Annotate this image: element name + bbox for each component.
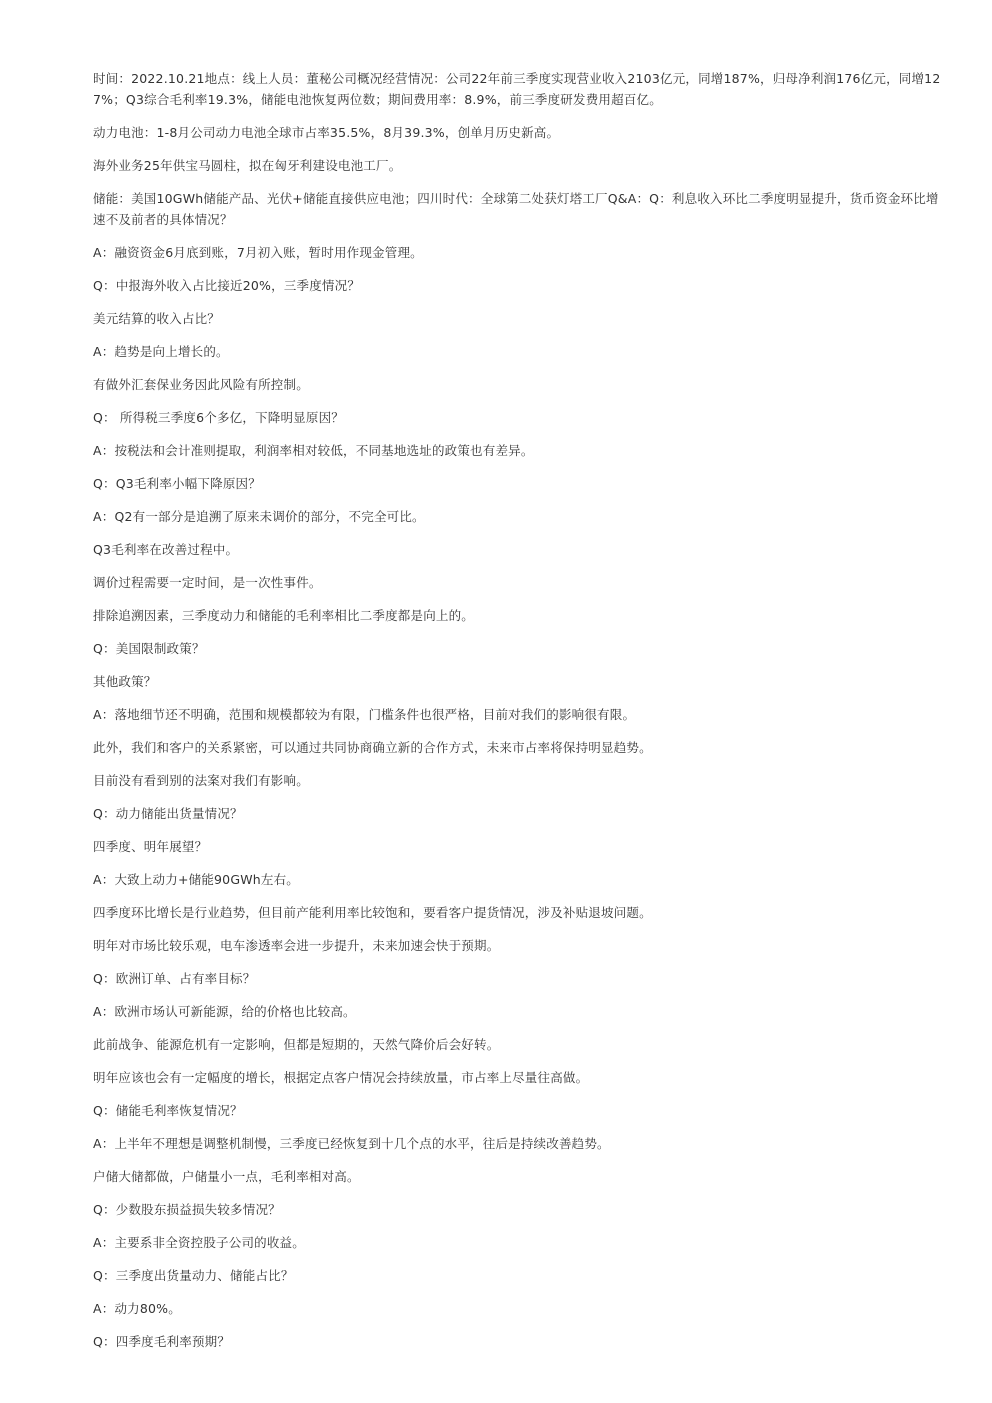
paragraph: Q：四季度毛利率预期？ bbox=[93, 1334, 231, 1349]
paragraph: 美元结算的收入占比？ bbox=[93, 311, 221, 326]
paragraph: A：融资资金6月底到账，7月初入账，暂时用作现金管理。 bbox=[93, 245, 423, 260]
paragraph: A：欧洲市场认可新能源，给的价格也比较高。 bbox=[93, 1004, 356, 1019]
paragraph: Q：美国限制政策？ bbox=[93, 641, 205, 656]
paragraph: Q3毛利率在改善过程中。 bbox=[93, 542, 239, 557]
paragraph: 调价过程需要一定时间，是一次性事件。 bbox=[93, 575, 322, 590]
paragraph: 户储大储都做，户储量小一点，毛利率相对高。 bbox=[93, 1169, 360, 1184]
paragraph: A：Q2有一部分是追溯了原来未调价的部分，不完全可比。 bbox=[93, 509, 425, 524]
paragraph: Q：欧洲订单、占有率目标？ bbox=[93, 971, 256, 986]
paragraph: A：落地细节还不明确，范围和规模都较为有限，门槛条件也很严格，目前对我们的影响很有限。 bbox=[93, 707, 636, 722]
paragraph: Q：中报海外收入占比接近20%，三季度情况？ bbox=[93, 278, 361, 293]
document-page bbox=[93, 68, 943, 1364]
paragraph: Q：储能毛利率恢复情况？ bbox=[93, 1103, 243, 1118]
paragraph: A：趋势是向上增长的。 bbox=[93, 344, 229, 359]
paragraph: 排除追溯因素，三季度动力和储能的毛利率相比二季度都是向上的。 bbox=[93, 608, 475, 623]
paragraph: Q：三季度出货量动力、储能占比？ bbox=[93, 1268, 294, 1283]
paragraph: 明年应该也会有一定幅度的增长，根据定点客户情况会持续放量，市占率上尽量往高做。 bbox=[93, 1070, 589, 1085]
paragraph: 目前没有看到别的法案对我们有影响。 bbox=[93, 773, 309, 788]
paragraph: A：按税法和会计准则提取，利润率相对较低，不同基地选址的政策也有差异。 bbox=[93, 443, 534, 458]
paragraph: 此外，我们和客户的关系紧密，可以通过共同协商确立新的合作方式，未来市占率将保持明显趋势。 bbox=[93, 740, 652, 755]
paragraph: A：上半年不理想是调整机制慢，三季度已经恢复到十几个点的水平，往后是持续改善趋势。 bbox=[93, 1136, 610, 1151]
paragraph: 动力电池：1-8月公司动力电池全球市占率35.5%，8月39.3%，创单月历史新高。 bbox=[93, 125, 560, 140]
paragraph: 此前战争、能源危机有一定影响，但都是短期的，天然气降价后会好转。 bbox=[93, 1037, 500, 1052]
paragraph: 时间：2022.10.21地点：线上人员：董秘公司概况经营情况：公司22年前三季度实现营业收入2103亿元，同增187%，归母净利润176亿元，同增127%；Q3综合毛利率19.3%，储能电池恢复两位数；期间费用率：8.9%，前三季度研发费用超百亿。 bbox=[93, 71, 941, 107]
paragraph: 有做外汇套保业务因此风险有所控制。 bbox=[93, 377, 309, 392]
paragraph: 明年对市场比较乐观，电车渗透率会进一步提升，未来加速会快于预期。 bbox=[93, 938, 500, 953]
paragraph: Q：少数股东损益损失较多情况？ bbox=[93, 1202, 281, 1217]
paragraph: A：大致上动力+储能90GWh左右。 bbox=[93, 872, 299, 887]
paragraph: A：主要系非全资控股子公司的收益。 bbox=[93, 1235, 305, 1250]
paragraph: Q： 所得税三季度6个多亿，下降明显原因？ bbox=[93, 410, 344, 425]
paragraph: 其他政策？ bbox=[93, 674, 157, 689]
paragraph: 储能：美国10GWh储能产品、光伏+储能直接供应电池；四川时代：全球第二处获灯塔工厂Q&A：Q：利息收入环比二季度明显提升，货币资金环比增速不及前者的具体情况？ bbox=[93, 191, 939, 227]
paragraph: A：动力80%。 bbox=[93, 1301, 181, 1316]
paragraph: 四季度环比增长是行业趋势，但目前产能利用率比较饱和，要看客户提货情况，涉及补贴退坡问题。 bbox=[93, 905, 652, 920]
paragraph: Q：Q3毛利率小幅下降原因？ bbox=[93, 476, 261, 491]
paragraph: 四季度、明年展望？ bbox=[93, 839, 208, 854]
paragraph: Q：动力储能出货量情况？ bbox=[93, 806, 243, 821]
paragraph: 海外业务25年供宝马圆柱，拟在匈牙利建设电池工厂。 bbox=[93, 158, 402, 173]
